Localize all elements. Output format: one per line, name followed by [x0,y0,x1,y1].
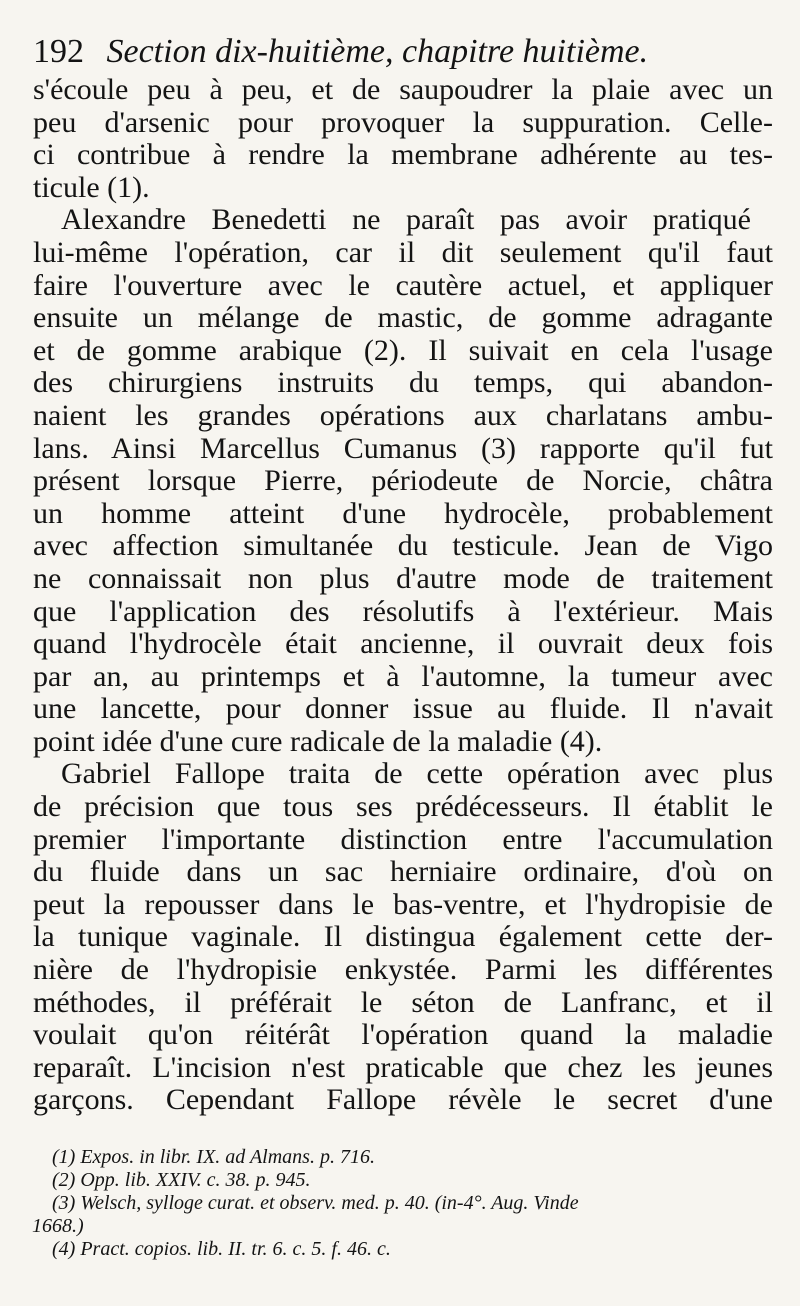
text-line: et de gomme arabique (2). Il suivait en cela l'usage [33,334,773,367]
text-line: nière de l'hydropisie enkystée. Parmi les différentes [33,954,773,987]
text-line: que l'application des résolutifs à l'extérieur. Mais [33,595,773,628]
text-line: du fluide dans un sac herniaire ordinaire, d'où on [33,856,773,889]
text-line: par an, au printemps et à l'automne, la tumeur avec [33,660,773,693]
text-line: reparaît. L'incision n'est praticable que chez les jeunes [33,1051,773,1084]
text-line: la tunique vaginale. Il distingua également cette der- [33,921,773,954]
text-line: premier l'importante distinction entre l'accumulation [33,823,773,856]
footnote: (4) Pract. copios. lib. II. tr. 6. c. 5. f. 46. c. [52,1238,391,1260]
text-line: faire l'ouverture avec le cautère actuel, et appliquer [33,269,773,302]
text-line: un homme atteint d'une hydrocèle, probablement [33,497,773,530]
text-line: ensuite un mélange de mastic, de gomme adragante [33,302,773,335]
text-line: lans. Ainsi Marcellus Cumanus (3) rapporte qu'il fut [33,432,773,465]
text-line: ticule (1). [33,171,150,204]
running-title: Section dix-huitième, chapitre huitième. [106,33,649,70]
text-line: présent lorsque Pierre, périodeute de Norcie, châtra [33,465,773,498]
text-line: peut la repousser dans le bas-ventre, et l'hydropisie de [33,888,773,921]
text-line: garçons. Cependant Fallope révèle le secret d'une [33,1084,773,1117]
text-line: peu d'arsenic pour provoquer la suppuration. Celle- [33,106,773,139]
text-line: s'écoule peu à peu, et de saupoudrer la plaie avec un [33,74,773,106]
footnote-continuation: 1668.) [32,1215,84,1237]
text-line: des chirurgiens instruits du temps, qui abandon- [33,367,773,400]
text-line: Alexandre Benedetti ne paraît pas avoir pratiqué [61,204,751,237]
text-line: quand l'hydrocèle était ancienne, il ouvrait deux fois [33,628,773,661]
footnote: (3) Welsch, sylloge curat. et observ. med. p. 40. (in-4°. Aug. Vinde [52,1192,579,1214]
text-line: méthodes, il préférait le séton de Lanfranc, et il [33,986,773,1019]
text-line: ne connaissait non plus d'autre mode de traitement [33,562,773,595]
footnote: (1) Expos. in libr. IX. ad Almans. p. 716. [52,1146,375,1168]
text-line: une lancette, pour donner issue au fluide. Il n'avait [33,693,773,726]
text-line: Gabriel Fallope traita de cette opération avec plus [61,758,773,791]
text-line: voulait qu'on réitérât l'opération quand la maladie [33,1019,773,1052]
text-line: point idée d'une cure radicale de la maladie (4). [33,725,603,758]
body-text [33,74,773,1117]
running-header [33,30,773,74]
text-line: de précision que tous ses prédécesseurs. Il établit le [33,791,773,824]
page-number: 192 [33,33,84,70]
footnote: (2) Opp. lib. XXIV. c. 38. p. 945. [52,1169,311,1191]
footnotes [32,1146,772,1261]
text-line: avec affection simultanée du testicule. Jean de Vigo [33,530,773,563]
text-line: naient les grandes opérations aux charlatans ambu- [33,399,773,432]
text-line: lui-même l'opération, car il dit seulement qu'il faut [33,236,773,269]
text-line: ci contribue à rendre la membrane adhérente au tes- [33,139,773,172]
